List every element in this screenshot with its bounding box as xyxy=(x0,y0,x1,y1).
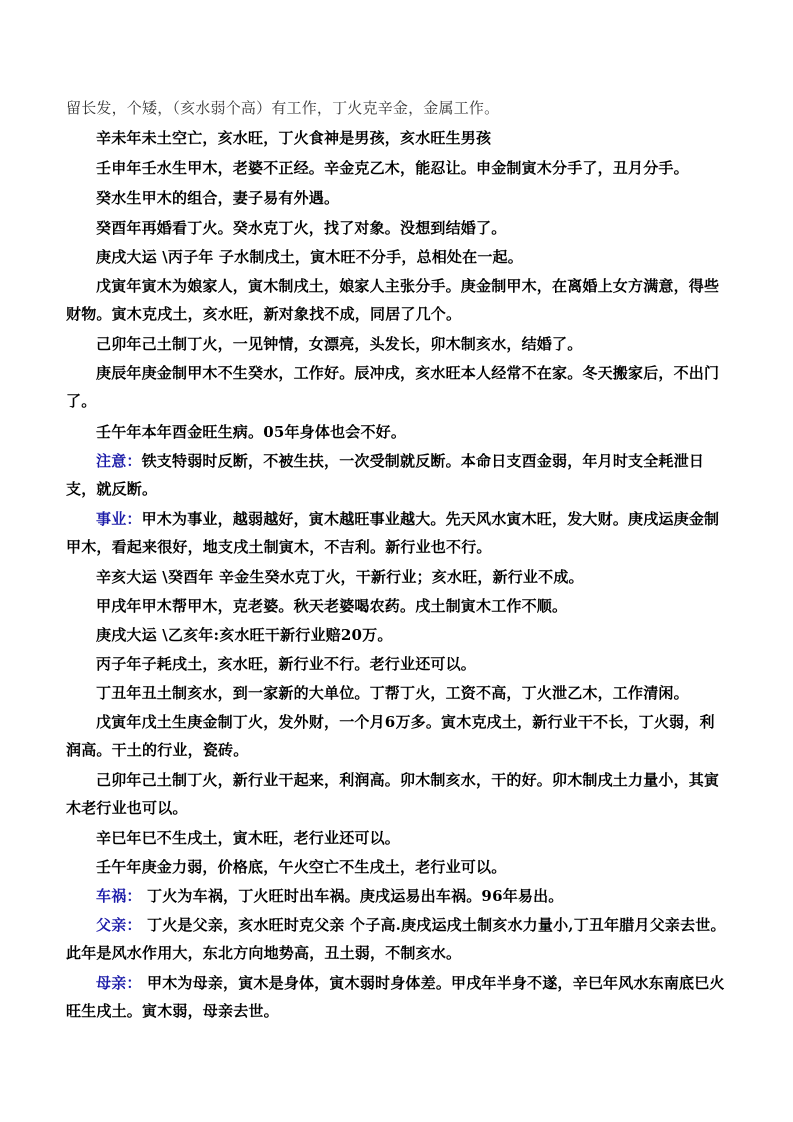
paragraph-1: 留长发，个矮，（亥水弱个高）有工作，丁火克辛金，金属工作。 xyxy=(66,99,500,117)
career-label: 事业： xyxy=(96,510,142,528)
mother-label: 母亲： xyxy=(96,974,142,992)
paragraph-5: 癸酉年再婚看丁火。癸水克丁火，找了对象。没想到结婚了。 xyxy=(96,219,507,237)
paragraph-mother: 母亲： 甲木为母亲，寅木是身体，寅木弱时身体差。甲戌年半身不遂，辛巳年风水东南底巳火旺生戌土。寅木弱，母亲去世。 xyxy=(66,974,725,1020)
paragraph-9: 庚辰年庚金制甲木不生癸水，工作好。辰冲戌，亥水旺本人经常不在家。冬天搬家后，不出门了。 xyxy=(66,364,720,410)
paragraph-18: 戊寅年戊土生庚金制丁火，发外财，一个月6万多。寅木克戌土，新行业干不长，丁火弱，利润高。干土的行业，瓷砖。 xyxy=(66,713,715,759)
paragraph-21: 壬午年庚金力弱，价格底，午火空亡不生戌土，老行业可以。 xyxy=(96,858,507,876)
paragraph-10: 壬午年本年酉金旺生病。05年身体也会不好。 xyxy=(96,423,407,441)
paragraph-career: 事业：甲木为事业，越弱越好，寅木越旺事业越大。先天风水寅木旺，发大财。庚戌运庚金制甲木，看起来很好，地支戌土制寅木，不吉利。新行业也不行。 xyxy=(66,510,720,556)
paragraph-7: 戊寅年寅木为娘家人，寅木制戌土，娘家人主张分手。庚金制甲木，在离婚上女方满意，得些财物。寅木克戌土，亥水旺，新对象找不成，同居了几个。 xyxy=(66,277,720,323)
paragraph-3: 壬申年壬水生甲木，老婆不正经。辛金克乙木，能忍让。申金制寅木分手了，丑月分手。 xyxy=(96,159,689,177)
paragraph-accident: 车祸： 丁火为车祸，丁火旺时出车祸。庚戌运易出车祸。96年易出。 xyxy=(96,887,564,905)
paragraph-8: 己卯年己土制丁火，一见钟情，女漂亮，头发长，卯木制亥水，结婚了。 xyxy=(96,335,583,353)
paragraph-19: 己卯年己土制丁火，新行业干起来，利润高。卯木制亥水，干的好。卯木制戌土力量小，其寅木老行业也可以。 xyxy=(66,771,720,817)
paragraph-6: 庚戌大运 \丙子年 子水制戌土，寅木旺不分手，总相处在一起。 xyxy=(96,248,523,266)
paragraph-4: 癸水生甲木的组合，妻子易有外遇。 xyxy=(96,189,340,207)
father-label: 父亲： xyxy=(96,916,142,934)
paragraph-16: 丙子年子耗戌土，亥水旺，新行业不行。老行业还可以。 xyxy=(96,655,477,673)
paragraph-15: 庚戌大运 \乙亥年:亥水旺干新行业赔20万。 xyxy=(96,626,393,644)
paragraph-13: 辛亥大运 \癸酉年 辛金生癸水克丁火，干新行业；亥水旺，新行业不成。 xyxy=(96,568,584,586)
note-label: 注意： xyxy=(96,452,142,470)
paragraph-father: 父亲： 丁火是父亲，亥水旺时克父亲 个子高.庚戌运戌土制亥水力量小,丁丑年腊月父亲去世。此年是风水作用大，东北方向地势高，丑土弱，不制亥水。 xyxy=(66,916,726,962)
paragraph-17: 丁丑年丑土制亥水，到一家新的大单位。丁帮丁火，工资不高，丁火泄乙木，工作清闲。 xyxy=(96,684,689,702)
paragraph-20: 辛巳年巳不生戌土，寅木旺，老行业还可以。 xyxy=(96,829,401,847)
paragraph-14: 甲戌年甲木帮甲木，克老婆。秋天老婆喝农药。戌土制寅木工作不顺。 xyxy=(96,597,568,615)
paragraph-2: 辛未年未土空亡，亥水旺，丁火食神是男孩，亥水旺生男孩 xyxy=(96,129,492,147)
accident-label: 车祸： xyxy=(96,887,142,905)
paragraph-note: 注意：铁支特弱时反断，不被生扶，一次受制就反断。本命日支酉金弱，年月时支全耗泄日支，就反断。 xyxy=(66,452,705,498)
